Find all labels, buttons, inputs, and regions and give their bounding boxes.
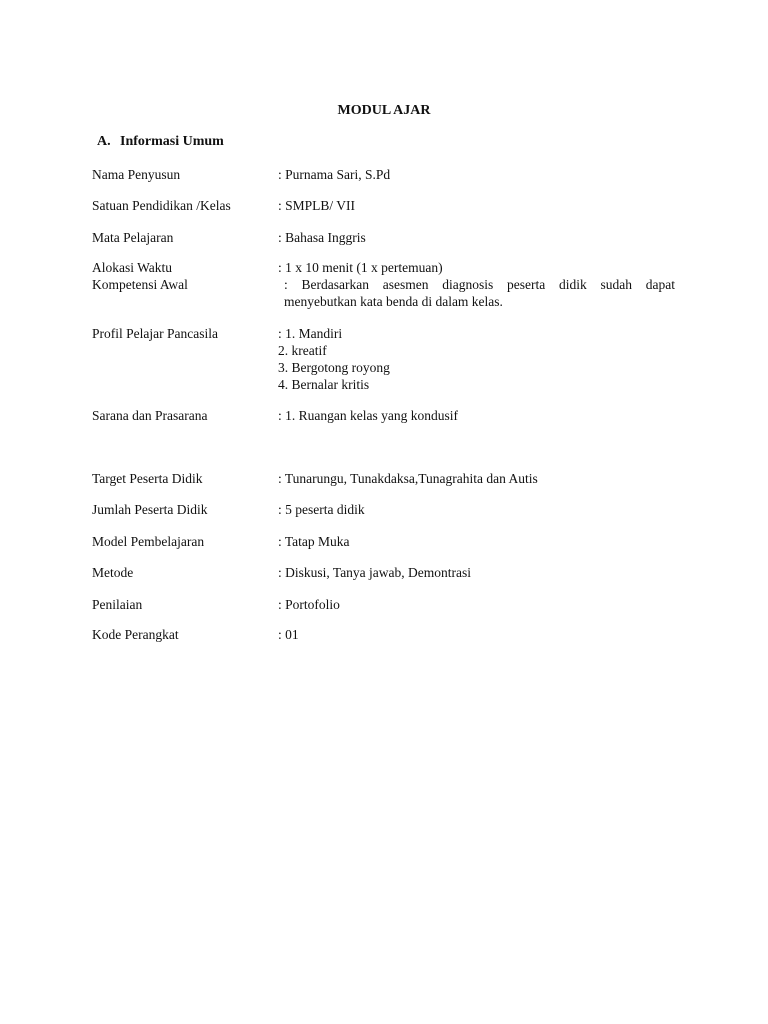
list-item: 2. kreatif [278,343,327,358]
field-value-text: : SMPLB/ VII [278,198,356,213]
list-item: 3. Bergotong royong [278,360,390,375]
field-value-text-continued: menyebutkan kata benda di dalam kelas. [284,294,503,309]
field-value-list [278,325,675,393]
field-value-text: : Portofolio [278,597,340,612]
field-label: Alokasi Waktu [92,260,173,275]
field-label: Kode Perangkat [92,627,179,642]
field-label: Kompetensi Awal [92,277,188,292]
field-label: Satuan Pendidikan /Kelas [92,198,231,213]
field-value [278,407,675,424]
field-value-text: : Berdasarkan asesmen diagnosis peserta didik sudah dapat [284,277,675,292]
field-value [278,229,675,246]
field-value [278,276,675,310]
field-value-text: : Purnama Sari, S.Pd [278,167,391,182]
field-value-text: : 1. Ruangan kelas yang kondusif [278,408,458,423]
field-value [278,166,675,183]
field-value-text: : Bahasa Inggris [278,230,366,245]
list-item: : 1. Mandiri [278,326,343,341]
field-value [278,259,675,276]
document-title: MODUL AJAR [337,103,431,118]
field-value [278,470,675,487]
field-label: Profil Pelajar Pancasila [92,326,218,341]
field-value-text: : Diskusi, Tanya jawab, Demontrasi [278,565,472,580]
field-value-text: : 5 peserta didik [278,502,365,517]
field-label: Nama Penyusun [92,167,181,182]
field-label: Penilaian [92,597,143,612]
list-item: 4. Bernalar kritis [278,377,370,392]
field-value [278,197,675,214]
field-value [278,626,675,643]
field-label: Mata Pelajaran [92,230,174,245]
field-label: Sarana dan Prasarana [92,408,208,423]
field-value-text: : 01 [278,627,299,642]
field-label: Model Pembelajaran [92,534,205,549]
section-heading [97,133,224,150]
section-letter: A. [97,134,111,149]
field-value-text: : Tunarungu, Tunakdaksa,Tunagrahita dan Autis [278,471,538,486]
field-label: Target Peserta Didik [92,471,203,486]
field-value [278,533,675,550]
field-label: Jumlah Peserta Didik [92,502,208,517]
section-heading-text: Informasi Umum [120,134,224,149]
field-value [278,501,675,518]
field-label: Metode [92,565,134,580]
field-value-text: : Tatap Muka [278,534,350,549]
field-value [278,596,675,613]
field-value [278,564,675,581]
field-value-text: : 1 x 10 menit (1 x pertemuan) [278,260,443,275]
